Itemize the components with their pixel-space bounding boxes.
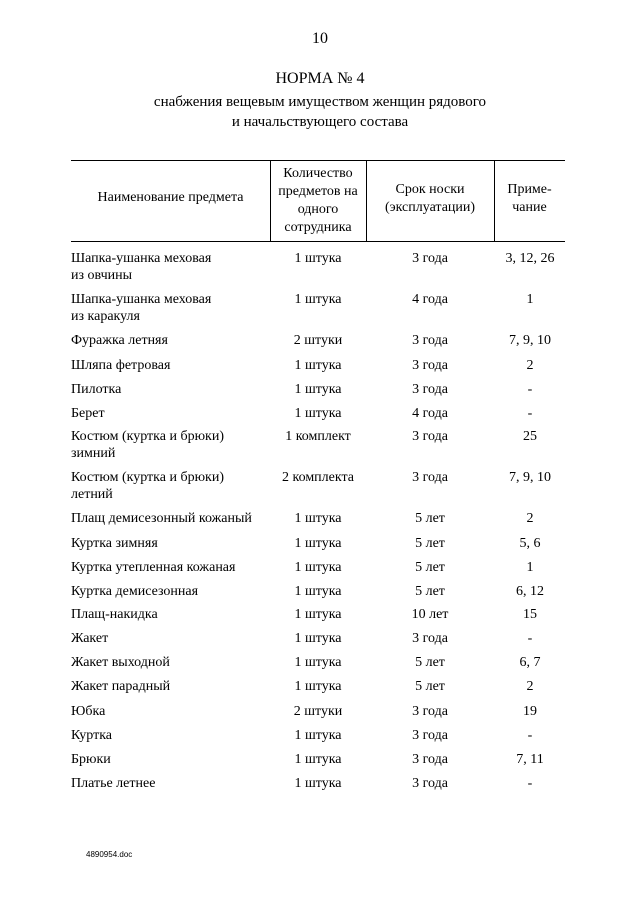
cell-note: - xyxy=(527,776,533,791)
cell-quantity: 1 штука xyxy=(294,607,342,622)
cell-term: 3 года xyxy=(412,429,448,444)
item-name-line: Шапка-ушанка меховая xyxy=(71,292,212,307)
item-name-line: Куртка утепленная кожаная xyxy=(71,560,236,575)
document-subtitle xyxy=(0,92,640,132)
cell-item-name xyxy=(71,606,271,623)
cell-item-name xyxy=(71,775,271,792)
cell-term: 3 года xyxy=(412,251,448,266)
cell-term: 3 года xyxy=(412,358,448,373)
cell-term: 3 года xyxy=(412,631,448,646)
cell-item-name xyxy=(71,428,271,462)
cell-item-name xyxy=(71,332,271,349)
cell-item-name xyxy=(71,357,271,374)
header-quantity-line: одного xyxy=(297,202,339,217)
cell-term: 3 года xyxy=(412,382,448,397)
cell-item-name xyxy=(71,678,271,695)
cell-term: 5 лет xyxy=(415,679,445,694)
cell-item-name xyxy=(71,291,271,325)
subtitle-line-1: снабжения вещевым имуществом женщин рядового xyxy=(153,94,487,110)
cell-quantity: 2 комплекта xyxy=(282,470,354,485)
cell-term: 5 лет xyxy=(415,511,445,526)
item-name-line: Платье летнее xyxy=(71,776,156,791)
document-title: НОРМА № 4 xyxy=(275,70,365,87)
cell-term: 3 года xyxy=(412,752,448,767)
cell-note: 2 xyxy=(526,679,534,694)
document-filename: 4890954.doc xyxy=(86,850,133,859)
cell-item-name xyxy=(71,381,271,398)
item-name-line: Шляпа фетровая xyxy=(71,358,171,373)
header-term xyxy=(366,181,494,217)
header-term-line: Срок носки xyxy=(395,182,465,197)
cell-quantity: 1 штука xyxy=(294,584,342,599)
cell-term: 5 лет xyxy=(415,584,445,599)
table-top-rule xyxy=(71,160,565,161)
cell-quantity: 1 штука xyxy=(294,728,342,743)
cell-quantity: 1 комплект xyxy=(285,429,351,444)
cell-item-name xyxy=(71,559,271,576)
subtitle-line-2: и начальствующего состава xyxy=(231,114,409,130)
cell-note: 6, 7 xyxy=(519,655,541,670)
item-name-line: из каракуля xyxy=(71,309,140,324)
cell-note: 2 xyxy=(526,358,534,373)
header-quantity xyxy=(270,165,366,237)
cell-note: 1 xyxy=(526,560,534,575)
header-term-line: (эксплуатации) xyxy=(384,200,476,215)
item-name-line: Жакет xyxy=(71,631,109,646)
header-quantity-line: Количество xyxy=(283,166,353,181)
cell-item-name xyxy=(71,535,271,552)
cell-term: 5 лет xyxy=(415,655,445,670)
item-name-line: Жакет выходной xyxy=(71,655,170,670)
cell-note: 6, 12 xyxy=(516,584,544,599)
item-name-line: Костюм (куртка и брюки) xyxy=(71,429,224,444)
cell-note: - xyxy=(527,382,533,397)
item-name-line: из овчины xyxy=(71,268,133,283)
cell-term: 3 года xyxy=(412,728,448,743)
header-note-line: чание xyxy=(512,200,547,215)
cell-note: 19 xyxy=(523,704,537,719)
item-name-line: Фуражка летняя xyxy=(71,333,168,348)
cell-note: 1 xyxy=(526,292,534,307)
item-name-line: Жакет парадный xyxy=(71,679,171,694)
cell-term: 4 года xyxy=(412,292,448,307)
header-name: Наименование предмета xyxy=(97,190,244,205)
cell-item-name xyxy=(71,727,271,744)
item-name-line: зимний xyxy=(71,446,116,461)
cell-term: 4 года xyxy=(412,406,448,421)
cell-quantity: 1 штука xyxy=(294,752,342,767)
cell-quantity: 1 штука xyxy=(294,251,342,266)
cell-quantity: 1 штука xyxy=(294,536,342,551)
cell-quantity: 1 штука xyxy=(294,679,342,694)
item-name-line: Костюм (куртка и брюки) xyxy=(71,470,224,485)
cell-quantity: 1 штука xyxy=(294,382,342,397)
cell-quantity: 1 штука xyxy=(294,631,342,646)
header-quantity-line: сотрудника xyxy=(284,220,352,235)
cell-term: 3 года xyxy=(412,704,448,719)
item-name-line: Куртка зимняя xyxy=(71,536,158,551)
cell-quantity: 1 штука xyxy=(294,511,342,526)
cell-quantity: 1 штука xyxy=(294,560,342,575)
cell-item-name xyxy=(71,751,271,768)
cell-note: 3, 12, 26 xyxy=(505,251,555,266)
item-name-line: Плащ-накидка xyxy=(71,607,158,622)
item-name-line: Плащ демисезонный кожаный xyxy=(71,511,252,526)
cell-item-name xyxy=(71,654,271,671)
item-name-line: Берет xyxy=(71,406,105,421)
cell-term: 3 года xyxy=(412,776,448,791)
cell-quantity: 1 штука xyxy=(294,292,342,307)
cell-term: 10 лет xyxy=(411,607,449,622)
cell-item-name xyxy=(71,510,271,527)
cell-item-name xyxy=(71,250,271,284)
cell-term: 5 лет xyxy=(415,536,445,551)
item-name-line: Шапка-ушанка меховая xyxy=(71,251,212,266)
cell-item-name xyxy=(71,630,271,647)
cell-quantity: 1 штука xyxy=(294,358,342,373)
cell-item-name xyxy=(71,703,271,720)
cell-note: 25 xyxy=(523,429,537,444)
cell-quantity: 2 штуки xyxy=(293,704,343,719)
item-name-line: летний xyxy=(71,487,113,502)
cell-note: 15 xyxy=(523,607,537,622)
item-name-line: Пилотка xyxy=(71,382,122,397)
item-name-line: Брюки xyxy=(71,752,111,767)
cell-term: 5 лет xyxy=(415,560,445,575)
item-name-line: Юбка xyxy=(71,704,106,719)
cell-note: 7, 9, 10 xyxy=(509,470,551,485)
cell-note: 7, 11 xyxy=(516,752,544,767)
cell-note: 2 xyxy=(526,511,534,526)
cell-term: 3 года xyxy=(412,333,448,348)
cell-note: 7, 9, 10 xyxy=(509,333,551,348)
header-quantity-line: предметов на xyxy=(278,184,358,199)
cell-quantity: 1 штука xyxy=(294,406,342,421)
item-name-line: Куртка xyxy=(71,728,113,743)
item-name-line: Куртка демисезонная xyxy=(71,584,199,599)
cell-term: 3 года xyxy=(412,470,448,485)
cell-item-name xyxy=(71,583,271,600)
cell-quantity: 1 штука xyxy=(294,655,342,670)
cell-note: - xyxy=(527,728,533,743)
header-note xyxy=(494,181,565,217)
cell-item-name xyxy=(71,469,271,503)
cell-note: 5, 6 xyxy=(519,536,541,551)
cell-note: - xyxy=(527,406,533,421)
header-note-line: Приме- xyxy=(507,182,552,197)
cell-note: - xyxy=(527,631,533,646)
cell-quantity: 1 штука xyxy=(294,776,342,791)
cell-quantity: 2 штуки xyxy=(293,333,343,348)
page-number: 10 xyxy=(312,30,328,47)
cell-item-name xyxy=(71,405,271,422)
table-header-rule xyxy=(71,241,565,242)
